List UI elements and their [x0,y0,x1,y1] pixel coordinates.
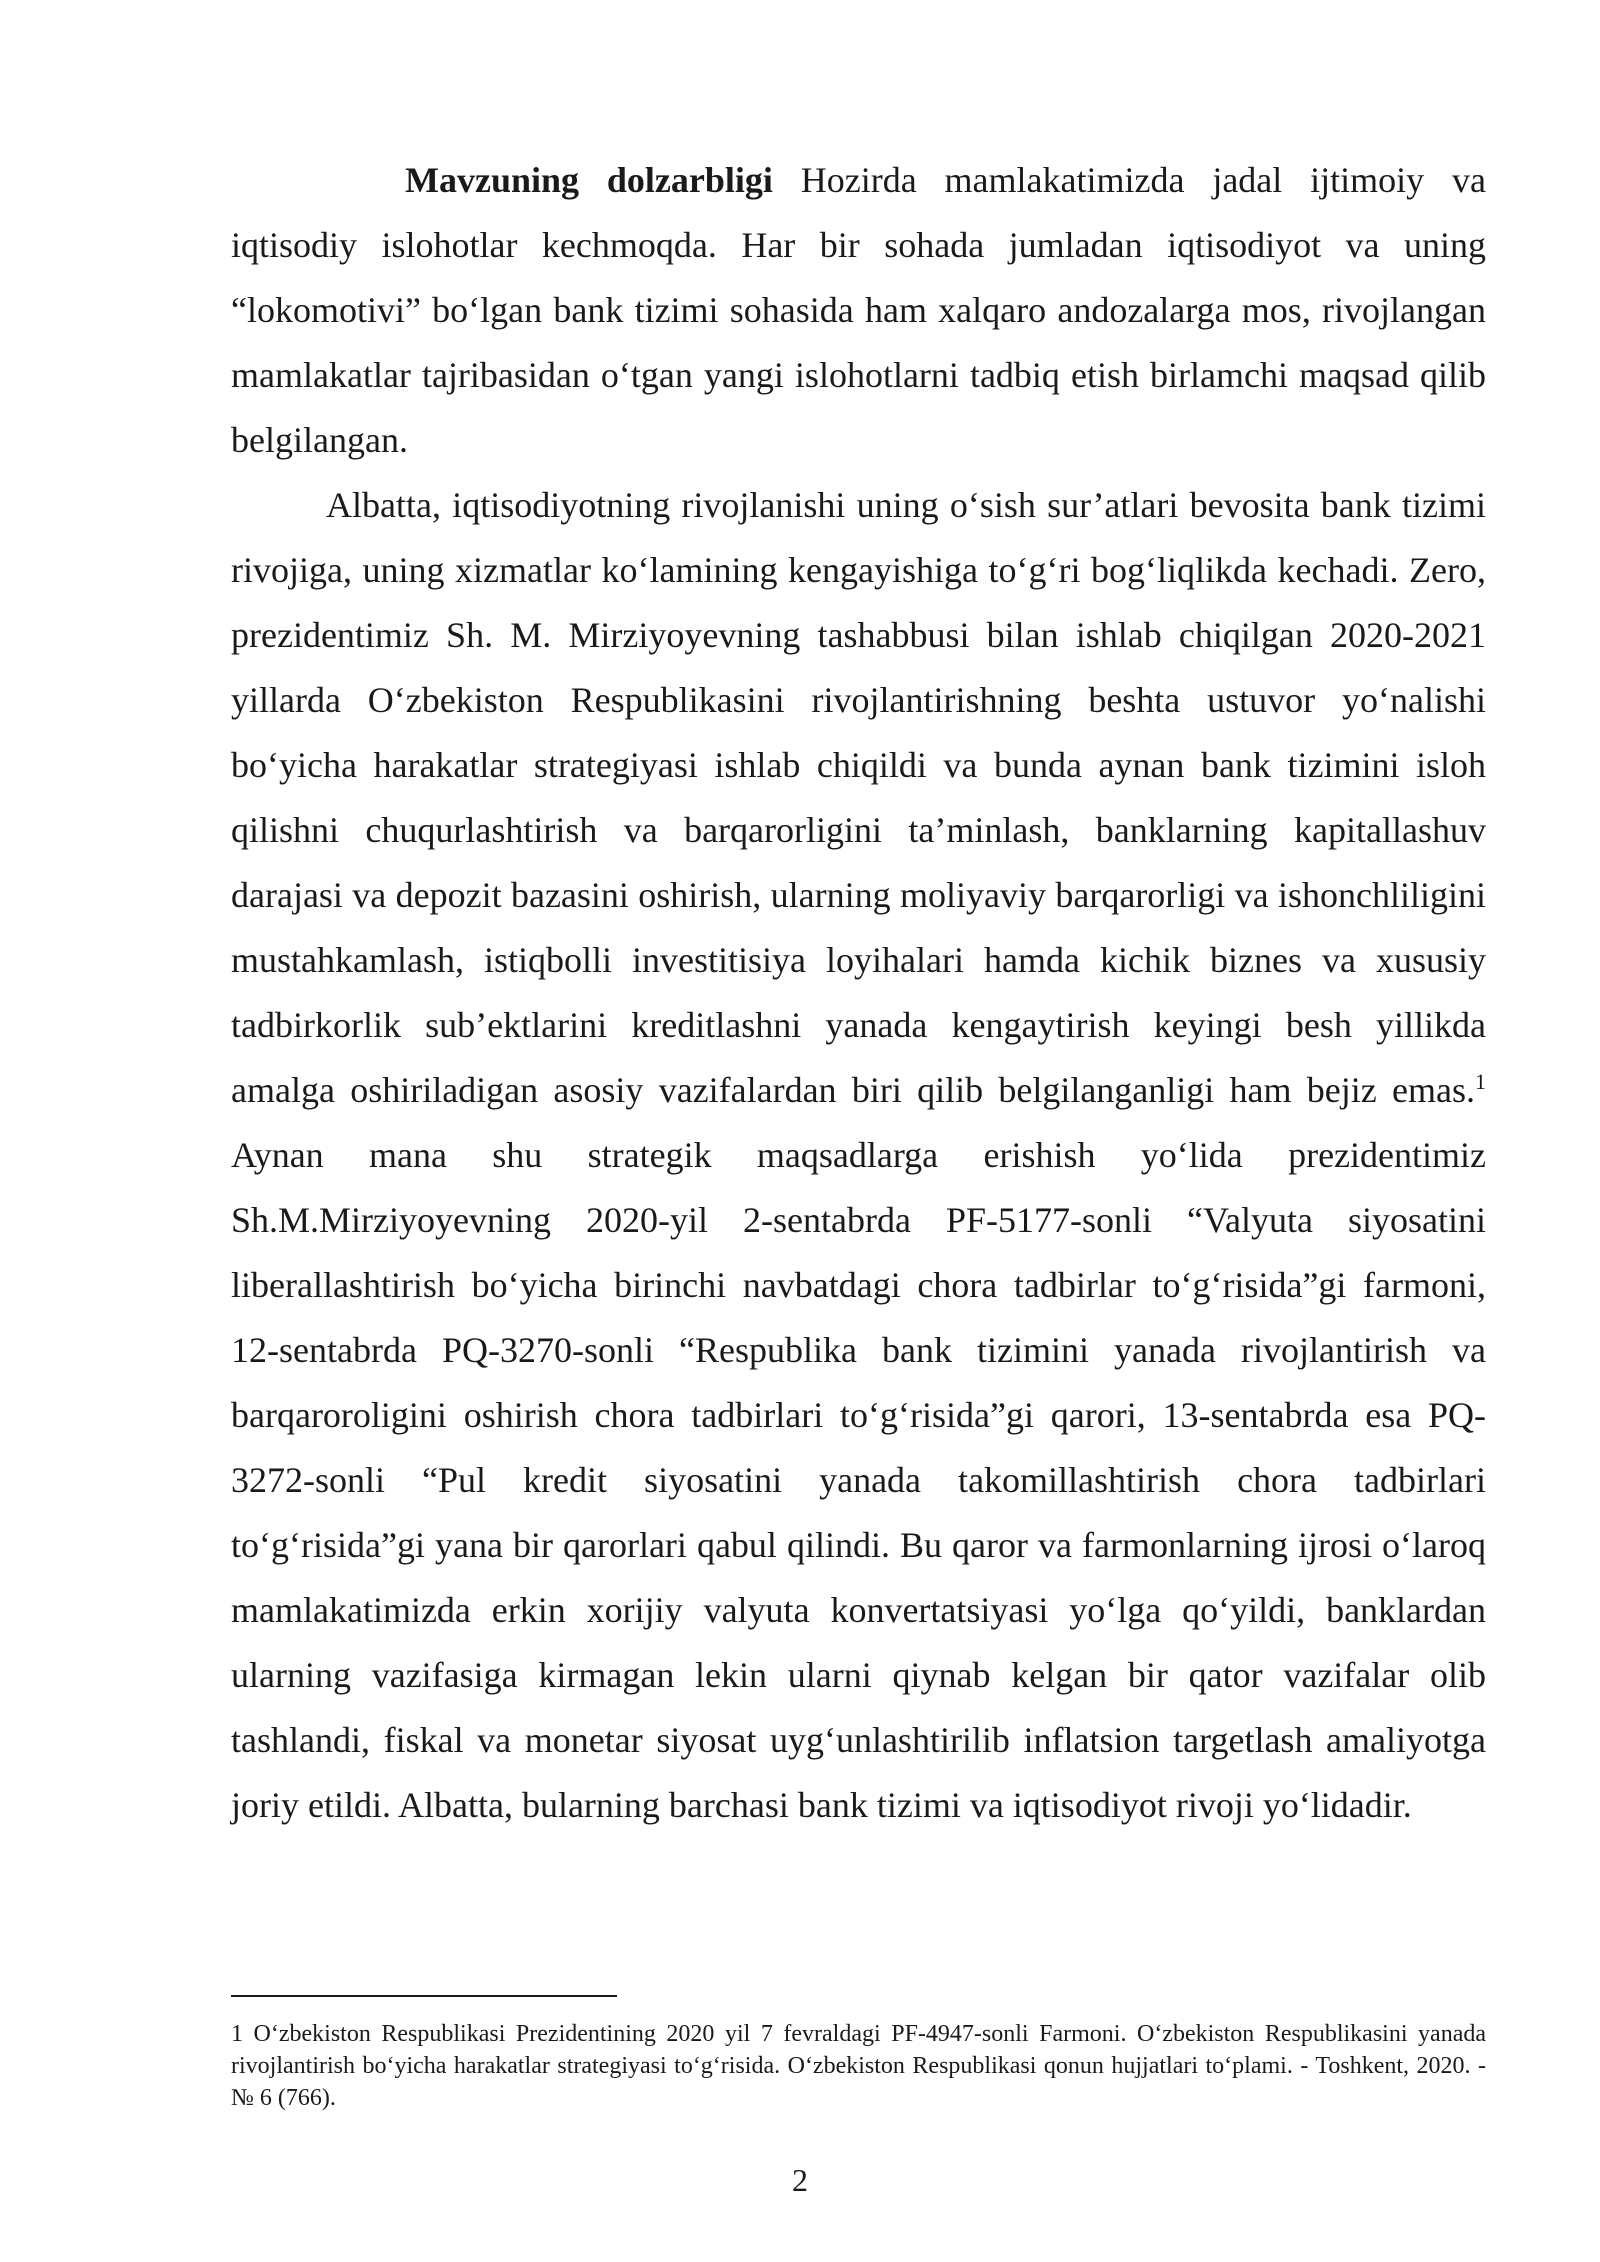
paragraph-relevance [231,148,1486,473]
section-lead-heading: Mavzuning dolzarbligi [405,160,773,200]
paragraph-text-before-ref: Albatta, iqtisodiyotning rivojlanishi uning o‘sish sur’atlari bevosita bank tizimi rivojiga, uning xizmatlar ko‘lamining kengayishiga to‘g‘ri bog‘liqlikda kechadi. Zero, prezidentimiz Sh. M. Mirziyoyevning tashabbusi bilan ishlab chiqilgan 2020-2021 yillarda O‘zbekiston Respublikasini rivojlantirishning beshta ustuvor yo‘nalishi bo‘yicha harakatlar strategiyasi ishlab chiqildi va bunda aynan bank tizimini isloh qilishni chuqurlashtirish va barqarorligini ta’minlash, banklarning kapitallashuv darajasi va depozit bazasini oshirish, ularning moliyaviy barqarorligi va ishonchliligini mustahkamlash, istiqbolli investitisiya loyihalari hamda kichik biznes va xususiy tadbirkorlik sub’ektlarini kreditlashni yanada kengaytirish keyingi besh yillikda amalga oshiriladigan asosiy vazifalardan biri qilib belgilanganligi ham bejiz emas. [231,485,1486,1110]
paragraph-text: Hozirda mamlakatimizda jadal ijtimoiy va iqtisodiy islohotlar kechmoqda. Har bir sohada jumladan iqtisodiyot va uning “lokomotivi” bo‘lgan bank tizimi sohasida ham xalqaro andozalarga mos, rivojlangan mamlakatlar tajribasidan o‘tgan yangi islohotlarni tadbiq etish birlamchi maqsad qilib belgilangan. [231,160,1486,460]
body-text [231,148,1486,1838]
paragraph-text-after-ref: Aynan mana shu strategik maqsadlarga erishish yo‘lida prezidentimiz Sh.M.Mirziyoyevning 2020-yil 2-sentabrda PF-5177-sonli “Valyuta siyosatini liberallashtirish bo‘yicha birinchi navbatdagi chora tadbirlar to‘g‘risida”gi farmoni, 12-sentabrda PQ-3270-sonli “Respublika bank tizimini yanada rivojlantirish va barqaroroligini oshirish chora tadbirlari to‘g‘risida”gi qarori, 13-sentabrda esa PQ-3272-sonli “Pul kredit siyosatini yanada takomillashtirish chora tadbirlari to‘g‘risida”gi yana bir qarorlari qabul qilindi. Bu qaror va farmonlarning ijrosi o‘laroq mamlakatimizda erkin xorijiy valyuta konvertatsiyasi yo‘lga qo‘yildi, banklardan ularning vazifasiga kirmagan lekin ularni qiynab kelgan bir qator vazifalar olib tashlandi, fiskal va monetar siyosat uyg‘unlashtirilib inflatsion targetlash amaliyotga joriy etildi. Albatta, bularning barchasi bank tizimi va iqtisodiyot rivoji yo‘lidadir. [231,1135,1486,1825]
paragraph-reforms [231,473,1486,1838]
footnote-reference[interactable]: 1 [1475,1069,1486,1094]
page-number: 2 [792,2162,808,2198]
footnote: 1 O‘zbekiston Respublikasi Prezidentining 2020 yil 7 fevraldagi PF-4947-sonli Farmoni. O‘zbekiston Respublikasini yanada rivojlantirish bo‘yicha harakatlar strategiyasi to‘g‘risida. O‘zbekiston Respublikasi qonun hujjatlari to‘plami. - Toshkent, 2020. - № 6 (766). [231,2021,1486,2111]
footnote-divider [231,1995,617,1997]
